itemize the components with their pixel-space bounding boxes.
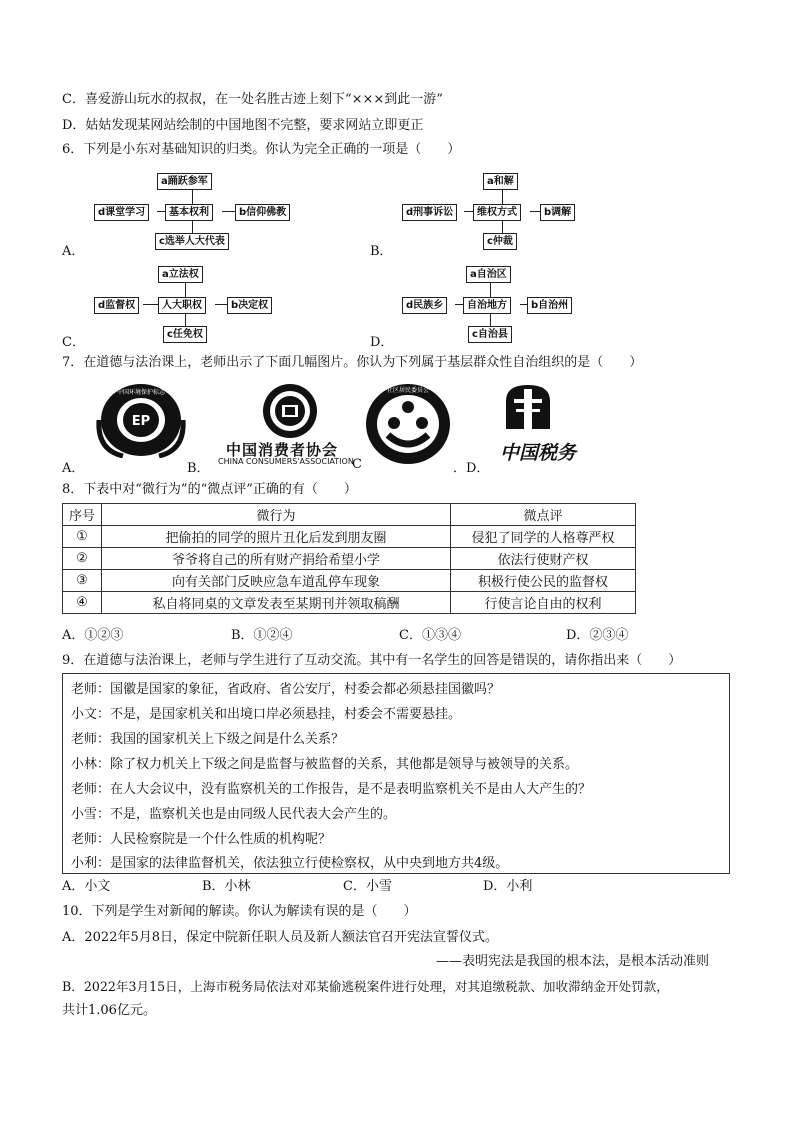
q9-option-d: D．小利 <box>483 879 533 894</box>
q10-option-b-cont: 共计1.06亿元。 <box>62 1003 156 1018</box>
q9-option-a: A．小文 <box>62 879 111 894</box>
q9-option-c: C．小雪 <box>343 879 392 894</box>
dialog-line: 老师：人民检察院是一个什么性质的机构呢？ <box>71 832 332 847</box>
diagram-a-center: 基本权利 <box>165 204 213 221</box>
community-committee-emblem-icon <box>364 383 452 465</box>
question-8: 8．下表中对“微行为”的“微点评”正确的有（ ） <box>62 482 357 497</box>
q10-option-a-note: ——表明宪法是我国的根本法，是根本活动准则 <box>436 954 710 969</box>
q7-label-a: A． <box>62 461 85 476</box>
svg-text:EP: EP <box>131 414 151 429</box>
q8-option-c: C．①③④ <box>399 628 461 643</box>
cca-name: 中国消费者协会 <box>226 441 339 459</box>
svg-text:中国环境保护标志: 中国环境保护标志 <box>116 389 166 396</box>
tax-emblem-icon <box>502 381 554 433</box>
table-row: ④ 私自将同桌的文章发表至某期刊并领取稿酬 行使言论自由的权利 <box>63 592 636 614</box>
question-10: 10．下列是学生对新闻的解读。你认为解读有误的是（ ） <box>62 904 417 919</box>
q7-label-d: ．D． <box>453 461 490 476</box>
table-header-row <box>63 504 636 526</box>
cca-english: CHINA CONSUMERS'ASSOCIATION <box>218 457 354 466</box>
q8-option-a: A．①②③ <box>62 628 124 643</box>
tax-text: 中国税务 <box>500 442 577 464</box>
diagram-b-bottom: c仲裁 <box>483 233 517 250</box>
diagram-b-left: d刑事诉讼 <box>402 204 457 221</box>
option-c-prev: C．喜爱游山玩水的叔叔，在一处名胜古迹上刻下“×××到此一游” <box>62 92 443 107</box>
q8-option-b: B．①②④ <box>231 628 293 643</box>
dialog-line: 小林：除了权力机关上下级之间是监督与被监督的关系，其他都是领导与被领导的关系。 <box>71 757 579 772</box>
dialog-line: 小利：是国家的法律监督机关，依法独立行使检察权，从中央到地方共4级。 <box>71 856 509 871</box>
question-6: 6．下列是小东对基础知识的归类。你认为完全正确的一项是（ ） <box>62 142 461 157</box>
option-d-prev: D．姑姑发现某网站绘制的中国地图不完整，要求网站立即更正 <box>62 118 424 133</box>
dialog-line: 老师：在人大会议中，没有监察机关的工作报告，是不是表明监察机关不是由人大产生的？ <box>71 782 592 797</box>
diagram-d-bottom: c自治县 <box>468 326 512 343</box>
diagram-b-top: a和解 <box>483 173 518 190</box>
q10-option-b: B．2022年3月15日，上海市税务局依法对邓某偷逃税案件进行处理，对其追缴税款、加收滞纳金开处罚款， <box>62 979 669 994</box>
environmental-emblem-icon <box>93 380 189 458</box>
diagram-b-center: 维权方式 <box>473 204 521 221</box>
header-comment: 微点评 <box>451 504 636 526</box>
q10-option-a: A．2022年5月8日，保定中院新任职人员及新人额法官召开宪法宣誓仪式。 <box>62 930 499 945</box>
diagram-d-left: d民族乡 <box>402 297 447 314</box>
diagram-d-top: a自治区 <box>466 266 511 283</box>
table-row: ② 爷爷将自己的所有财产捐给希望小学 依法行使财产权 <box>63 548 636 570</box>
diagram-c-bottom: c任免权 <box>163 326 207 343</box>
header-behavior: 微行为 <box>102 504 451 526</box>
diagram-a-bottom: c选举人大代表 <box>155 233 229 250</box>
diagram-c-right: b决定权 <box>227 297 272 314</box>
table-row: ③ 向有关部门反映应急车道乱停车现象 积极行使公民的监督权 <box>63 570 636 592</box>
diagram-b-right: b调解 <box>540 204 575 221</box>
question-9: 9．在道德与法治课上，老师与学生进行了互动交流。其中有一名学生的回答是错误的，请你指出来（ ） <box>62 653 682 668</box>
table-row: ① 把偷拍的同学的照片丑化后发到朋友圈 侵犯了同学的人格尊严权 <box>63 526 636 548</box>
q8-option-d: D．②③④ <box>566 628 629 643</box>
consumer-association-emblem-icon <box>258 383 322 439</box>
q9-dialog-box <box>62 673 730 874</box>
dialog-line: 老师：我国的国家机关上下级之间是什么关系？ <box>71 732 345 747</box>
dialog-line: 小雪：不是，监察机关也是由同级人民代表大会产生的。 <box>71 807 397 822</box>
diagram-c-top: a立法权 <box>158 266 203 283</box>
diagram-c-center: 人大职权 <box>158 297 206 314</box>
dialog-line: 小文：不是，是国家机关和出境口岸必须悬挂，村委会不需要悬挂。 <box>71 707 462 722</box>
q8-table <box>62 503 636 614</box>
dialog-line: 老师：国徽是国家的象征，省政府、省公安厅，村委会都必须悬挂国徽吗？ <box>71 682 501 697</box>
q7-label-b: B． <box>187 461 210 476</box>
diagram-a-left: d课堂学习 <box>94 204 149 221</box>
q9-option-b: B．小林 <box>202 879 251 894</box>
header-index: 序号 <box>63 504 102 526</box>
diagram-a-right: b信仰佛教 <box>235 204 290 221</box>
q7-label-c: C <box>352 457 362 472</box>
diagram-c-left: d监督权 <box>94 297 139 314</box>
question-7: 7．在道德与法治课上，老师出示了下面几幅图片。你认为下列属于基层群众性自治组织的是（ ） <box>62 355 643 370</box>
diagram-d-center: 自治地方 <box>463 297 511 314</box>
diagram-d-right: b自治州 <box>527 297 572 314</box>
diagram-a-top: a踊跃参军 <box>157 173 212 190</box>
svg-text:·社区居民委员会·: ·社区居民委员会· <box>385 387 431 394</box>
